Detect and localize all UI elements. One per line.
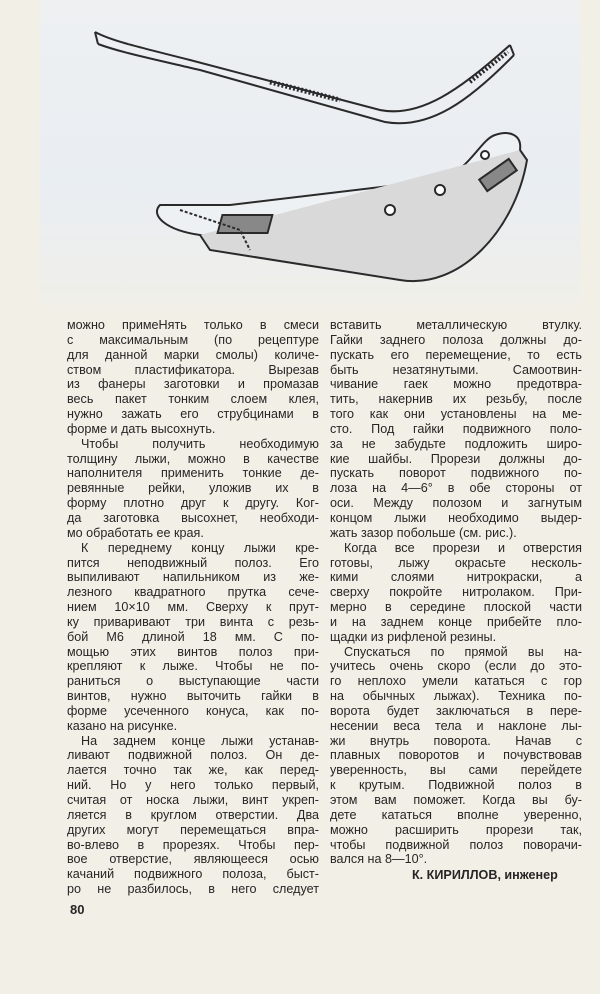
text-line: пится неподвижный полоз. Его: [67, 555, 319, 570]
text-line: щадки из рифленой резины.: [330, 629, 497, 644]
text-line: мо обработать ее края.: [67, 525, 204, 540]
text-line: мерно в середине плоской части: [330, 600, 582, 615]
text-line: вался на 8—10°.: [330, 852, 428, 867]
text-line: пускать поворот подвижного по-: [330, 466, 582, 481]
text-line: выпиливают напильником из же-: [67, 570, 319, 585]
text-line: и на заднем конце прибейте пло-: [330, 614, 582, 629]
text-line: жи внутрь поворота. Начав с: [330, 733, 582, 748]
text-line: форму плотно друг к другу. Ког-: [67, 496, 319, 511]
text-line: К переднему концу лыжи кре-: [81, 540, 319, 555]
text-line: наполнителя применить тонкие де-: [67, 466, 319, 481]
text-line: этом вам поможет. Когда вы бу-: [330, 793, 582, 807]
text-line: того как они установлены на ме-: [330, 407, 582, 422]
text-line: сто. Под гайки подвижного поло-: [330, 421, 582, 436]
text-line: го неплохо умели кататься с гор: [330, 674, 582, 689]
text-line: во-влево в прорезях. Чтобы пер-: [67, 837, 319, 852]
text-line: нужно зажать его струбцинами в: [67, 407, 319, 422]
text-line: из фанеры заготовки и промазав: [67, 377, 319, 392]
author-signature: К. КИРИЛЛОВ, инженер: [412, 868, 558, 882]
text-line: уверенность, вы сами перейдете: [330, 763, 582, 778]
text-line: дете кататься вполне уверенно,: [330, 807, 582, 822]
text-line: качаний подвижного полоза, быст-: [67, 867, 319, 882]
text-line: кие шайбы. Прорези должны до-: [330, 451, 582, 466]
text-line: жать зазор побольше (см. рис.).: [330, 525, 517, 540]
text-line: Спускаться по прямой вы на-: [344, 644, 582, 659]
text-line: можно расширить прорези так,: [330, 822, 582, 837]
text-line: лается точно так же, как перед-: [67, 763, 319, 778]
text-line: плавных поворотов и почувствовав: [330, 748, 582, 763]
text-line: чивание гаек можно предотвра-: [330, 377, 582, 392]
text-line: несении веса тела и наклоне лы-: [330, 718, 582, 733]
text-line: На заднем конце лыжи устанав-: [81, 733, 319, 748]
right-text-column: [330, 318, 582, 867]
text-line: чтобы подвижной полоз поворачи-: [330, 837, 582, 852]
text-line: толщину лыжи, можно в качестве: [67, 451, 319, 466]
page-number: 80: [70, 902, 85, 917]
text-line: к крутым. Подвижной полоз в: [330, 778, 582, 793]
ski-perspective-view: [157, 133, 527, 281]
left-text-column: [67, 318, 319, 897]
text-line: вое отверстие, являющееся осью: [67, 852, 319, 867]
text-line: мощью этих винтов полоз при-: [67, 644, 319, 659]
text-line: Гайки заднего полоза должны до-: [330, 332, 582, 347]
text-line: ворота будет заключаться в пере-: [330, 703, 582, 718]
text-line: ляется в круглом отверстии. Два: [67, 807, 319, 822]
text-line: ний. Но у него только первый,: [67, 778, 319, 793]
text-line: для данной марки смолы) количе-: [67, 347, 319, 362]
text-line: ливают подвижной полоз. Он де-: [67, 748, 319, 763]
text-line: за не забудьте подложить широ-: [330, 436, 582, 451]
text-line: пускать его перемещение, то есть: [330, 347, 582, 362]
text-line: Чтобы получить необходимую: [81, 436, 319, 451]
text-line: крепляют к лыже. Чтобы не по-: [67, 659, 319, 674]
text-line: лезного квадратного прутка сече-: [67, 585, 319, 600]
text-line: других могут перемещаться впра-: [67, 822, 319, 837]
text-line: быть незатянутыми. Самоотвин-: [330, 362, 582, 377]
text-line: бой М6 длиной 18 мм. С по-: [67, 629, 319, 644]
text-line: учитесь очень скоро (если до это-: [330, 659, 582, 674]
ski-illustration: [40, 0, 580, 305]
text-line: считая от носка лыжи, винт укреп-: [67, 793, 319, 807]
text-line: Когда все прорези и отверстия: [344, 540, 582, 555]
text-line: ством пластификатора. Вырезав: [67, 362, 319, 377]
text-line: ревянные рейки, уложив их в: [67, 481, 319, 496]
text-line: оси. Между полозом и загнутым: [330, 496, 582, 511]
text-line: на обычных лыжах). Техника по-: [330, 689, 582, 704]
text-line: готовы, лыжу окрасьте несколь-: [330, 555, 582, 570]
ski-drawing: [40, 0, 580, 305]
text-line: раниться о выступающие части: [67, 674, 319, 689]
text-line: сверху покройте нитролаком. При-: [330, 585, 582, 600]
text-line: весь пакет тонким слоем клея,: [67, 392, 319, 407]
text-line: концом лыжи необходимо выдер-: [330, 510, 582, 525]
text-line: ку приваривают три винта с резь-: [67, 614, 319, 629]
text-line: ро не разбилось, в него следует: [67, 882, 319, 897]
text-line: лоза на 4—6° в обе стороны от: [330, 481, 582, 496]
text-line: можно примеНять только в смеси: [67, 318, 319, 332]
text-line: вставить металлическую втулку.: [330, 318, 582, 332]
ski-side-view: [95, 32, 514, 123]
text-line: нием 10×10 мм. Сверху к прут-: [67, 600, 319, 615]
text-line: кими слоями нитрокраски, а: [330, 570, 582, 585]
text-line: тить, накернив их резьбу, после: [330, 392, 582, 407]
text-line: с максимальным (по рецептуре: [67, 332, 319, 347]
text-line: форме и дать высохнуть.: [67, 421, 216, 436]
text-line: казано на рисунке.: [67, 718, 178, 733]
text-line: форме усеченного конуса, как по-: [67, 703, 319, 718]
text-line: да заготовка высохнет, необходи-: [67, 510, 319, 525]
text-line: винтов, нужно выточить гайки в: [67, 689, 319, 704]
